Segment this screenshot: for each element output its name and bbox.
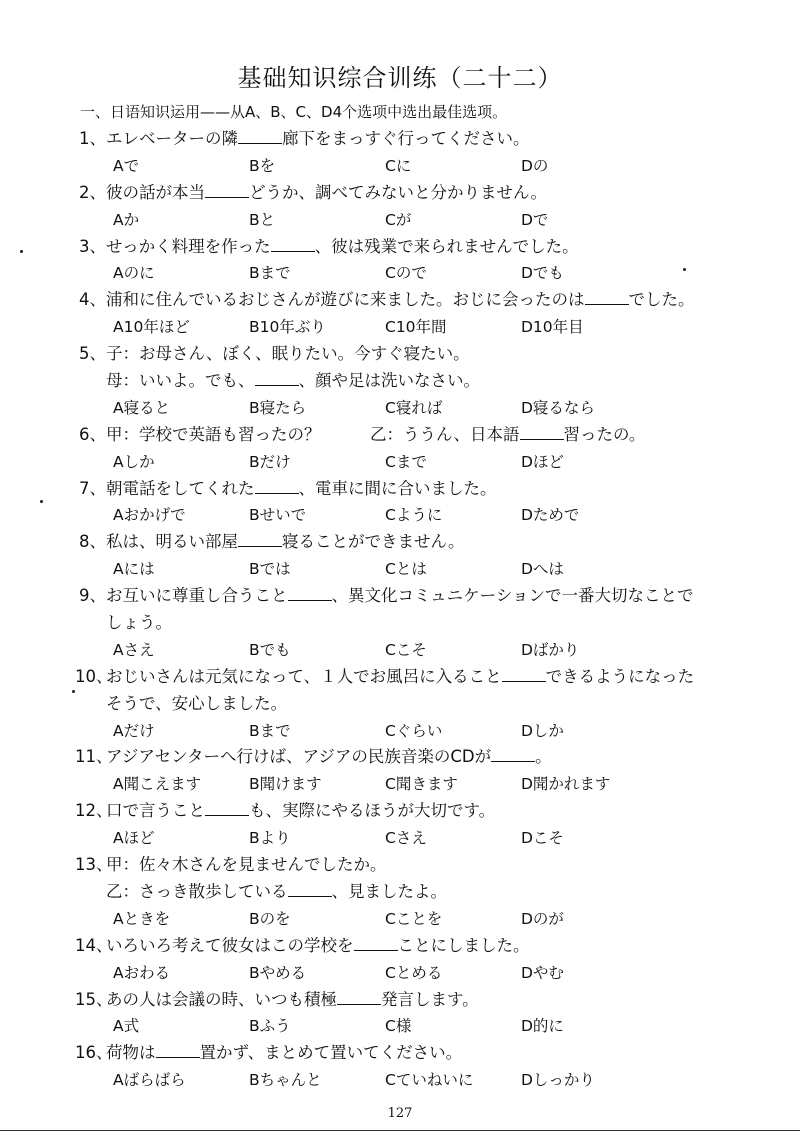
question-line (75, 664, 755, 691)
question-item (75, 422, 755, 476)
answer-option: A聞こえます (113, 775, 202, 794)
question-line (75, 1040, 755, 1067)
question-text: 荷物は (106, 1043, 156, 1063)
answer-option: Dの (521, 156, 549, 175)
question-item (75, 287, 755, 341)
question-line (75, 744, 755, 771)
question-line (75, 852, 755, 879)
answer-blank (156, 1042, 200, 1058)
question-item (75, 798, 755, 852)
question-item (75, 583, 755, 664)
answer-option: Bだけ (249, 452, 291, 471)
answer-blank (354, 935, 398, 951)
answer-blank (491, 746, 535, 762)
answer-option: Aおわる (113, 963, 171, 982)
question-item (75, 529, 755, 583)
question-line (75, 529, 755, 556)
question-number: 9、 (79, 586, 106, 606)
answer-option: Dで (521, 210, 549, 229)
question-text: エレベーターの隣 (106, 129, 238, 148)
answer-option: Dしっかり (521, 1071, 595, 1090)
question-text: 口で言うこと (106, 801, 205, 821)
question-text: 朝電話をしてくれた (106, 478, 255, 498)
question-text: でした。 (628, 290, 695, 310)
answer-option: Cので (385, 264, 427, 283)
page-number: 127 (387, 1106, 413, 1121)
answer-option: A式 (113, 1017, 140, 1036)
answer-option: D聞かれます (521, 775, 611, 794)
answer-option: D10年目 (521, 318, 584, 337)
question-text: 、彼は残業で来られませんでした。 (314, 236, 579, 256)
question-continuation (75, 610, 755, 637)
answer-option: Dでも (521, 264, 564, 283)
answer-blank (271, 236, 315, 252)
answer-option: Cことを (385, 909, 443, 928)
question-continuation (75, 691, 755, 718)
question-text: 子：お母さん、ぼく、眠りたい。今すぐ寝たい。 (106, 344, 470, 364)
answer-option: Bと (249, 210, 276, 229)
section-instruction: 一、日语知识运用——从A、B、C、D4个选项中选出最佳选项。 (80, 103, 508, 121)
question-text: できるようになった (545, 666, 695, 686)
question-number: 11、 (75, 747, 113, 767)
question-text: あの人は会議の時、いつも積極 (106, 989, 337, 1009)
question-text: そうで、安心しました。 (106, 693, 288, 713)
question-number: 12、 (75, 801, 113, 821)
answer-option: Cさえ (385, 829, 427, 848)
question-text: お互いに尊重し合うこと (106, 586, 288, 606)
option-row (75, 556, 755, 583)
question-text: も、実際にやるほうが大切です。 (249, 801, 496, 821)
question-line (75, 987, 755, 1014)
question-text: 、異文化コミュニケーションで一番大切なことで (331, 586, 694, 606)
answer-option: Dためで (521, 506, 580, 525)
answer-option: Aばらばら (113, 1071, 186, 1090)
answer-option: D寝るなら (521, 398, 595, 417)
answer-option: Bせいで (249, 506, 307, 525)
question-text: いろいろ考えて彼女はこの学校を (106, 935, 354, 955)
answer-option: B寝たら (249, 398, 307, 417)
answer-option: D的に (521, 1017, 564, 1036)
question-text: 廊下をまっすぐ行ってください。 (282, 129, 530, 148)
scan-speck (40, 500, 43, 503)
option-row (75, 207, 755, 234)
question-item (75, 933, 755, 987)
question-number: 3、 (79, 236, 106, 256)
option-row (75, 1067, 755, 1094)
answer-blank (520, 424, 564, 440)
question-line (75, 422, 755, 449)
scan-speck (683, 268, 686, 271)
option-row (75, 1013, 755, 1040)
scan-speck (72, 690, 75, 693)
question-text: 習ったの。 (563, 424, 646, 444)
answer-blank (337, 989, 381, 1005)
question-number: 13、 (75, 855, 113, 875)
answer-option: Bちゃんと (249, 1071, 322, 1090)
question-item (75, 234, 755, 288)
answer-option: Bを (249, 156, 276, 175)
answer-option: Dやむ (521, 963, 564, 982)
answer-blank (502, 666, 546, 682)
answer-option: Dこそ (521, 829, 564, 848)
answer-option: Dのが (521, 909, 564, 928)
question-line (75, 180, 755, 207)
answer-option: B10年ぶり (249, 318, 326, 337)
answer-blank (205, 800, 249, 816)
answer-blank (238, 128, 282, 144)
answer-option: Aか (113, 210, 140, 229)
option-row (75, 153, 755, 180)
question-item (75, 476, 755, 530)
answer-option: Aのに (113, 264, 155, 283)
question-continuation (75, 368, 755, 395)
answer-option: Dばかり (521, 640, 580, 659)
answer-option: Aには (113, 560, 155, 579)
answer-option: Cとは (385, 560, 427, 579)
question-line (75, 341, 755, 368)
question-number: 8、 (79, 532, 106, 552)
answer-blank (585, 289, 629, 305)
answer-option: B聞けます (249, 775, 322, 794)
answer-option: Cに (385, 156, 412, 175)
answer-option: Bでは (249, 560, 291, 579)
question-item (75, 126, 755, 180)
option-row (75, 314, 755, 341)
question-line (75, 234, 755, 261)
page-title: 基础知识综合训练（二十二） (237, 64, 563, 92)
question-text: 。 (535, 747, 552, 767)
question-item (75, 744, 755, 798)
option-row (75, 771, 755, 798)
answer-option: A10年ほど (113, 318, 190, 337)
answer-option: Cが (385, 210, 412, 229)
question-continuation (75, 879, 755, 906)
option-row (75, 825, 755, 852)
question-number: 2、 (79, 182, 106, 202)
option-row (75, 960, 755, 987)
option-row (75, 718, 755, 745)
question-text: 甲：佐々木さんを見ませんでしたか。 (106, 855, 387, 875)
question-text: 発言します。 (381, 989, 479, 1009)
answer-option: Cこそ (385, 640, 427, 659)
answer-option: C聞きます (385, 775, 458, 794)
question-number: 10、 (75, 666, 113, 686)
question-line (75, 798, 755, 825)
answer-option: Cとめる (385, 963, 443, 982)
question-text: 、電車に間に合いました。 (298, 478, 497, 498)
question-line (75, 287, 755, 314)
question-number: 15、 (75, 989, 113, 1009)
question-text: 、顔や足は洗いなさい。 (298, 371, 480, 391)
question-text: 置かず、まとめて置いてください。 (199, 1043, 463, 1063)
question-line (75, 583, 755, 610)
answer-option: Bまで (249, 721, 291, 740)
question-line (75, 476, 755, 503)
question-text: 私は、明るい部屋 (106, 532, 238, 552)
question-text: どうか、調べてみないと分かりません。 (249, 182, 547, 202)
answer-option: Bふう (249, 1017, 291, 1036)
scan-speck (20, 250, 23, 253)
option-row (75, 637, 755, 664)
answer-option: Bより (249, 829, 291, 848)
answer-option: Dへは (521, 560, 564, 579)
question-number: 14、 (75, 935, 113, 955)
question-number: 16、 (75, 1043, 113, 1063)
bottom-rule (0, 1130, 800, 1131)
answer-blank (255, 478, 299, 494)
answer-option: Aときを (113, 909, 171, 928)
answer-option: Aおかげで (113, 506, 186, 525)
answer-option: Dほど (521, 452, 564, 471)
question-item (75, 664, 755, 745)
answer-blank (288, 881, 332, 897)
question-number: 6、 (79, 424, 106, 444)
answer-blank (255, 370, 299, 386)
question-line (75, 126, 755, 153)
question-text: アジアセンターへ行けば、アジアの民族音楽のCDが (106, 747, 492, 767)
answer-option: Bやめる (249, 963, 307, 982)
answer-option: Aだけ (113, 721, 155, 740)
question-number: 1、 (79, 129, 106, 148)
question-text: おじいさんは元気になって、１人でお風呂に入ること (106, 666, 502, 686)
question-text: しょう。 (106, 613, 172, 633)
question-item (75, 987, 755, 1041)
question-item (75, 341, 755, 422)
question-text: 、見ましたよ。 (331, 881, 447, 901)
option-row (75, 502, 755, 529)
answer-option: C寝れば (385, 398, 443, 417)
answer-option: Cまで (385, 452, 427, 471)
question-text: 乙：さっき散歩している (106, 881, 288, 901)
answer-option: C様 (385, 1017, 412, 1036)
answer-option: Aしか (113, 452, 155, 471)
question-number: 7、 (79, 478, 106, 498)
question-text: 甲：学校で英語も習ったの？ 乙：ううん、日本語 (106, 424, 520, 444)
answer-option: Aほど (113, 829, 155, 848)
answer-blank (238, 531, 282, 547)
answer-option: Bまで (249, 264, 291, 283)
answer-option: Bのを (249, 909, 291, 928)
answer-option: Dしか (521, 721, 564, 740)
option-row (75, 260, 755, 287)
answer-option: Cように (385, 506, 443, 525)
question-number: 4、 (79, 290, 106, 310)
question-text: せっかく料理を作った (106, 236, 271, 256)
question-text: ことにしました。 (397, 935, 530, 955)
option-row (75, 449, 755, 476)
answer-option: Cていねいに (385, 1071, 474, 1090)
answer-blank (288, 585, 332, 601)
question-item (75, 180, 755, 234)
option-row (75, 906, 755, 933)
answer-option: C10年間 (385, 318, 447, 337)
answer-option: A寝ると (113, 398, 171, 417)
answer-option: Bでも (249, 640, 291, 659)
question-item (75, 1040, 755, 1094)
question-item (75, 852, 755, 933)
answer-option: Cぐらい (385, 721, 443, 740)
question-number: 5、 (79, 344, 106, 364)
question-list (75, 126, 755, 1094)
question-text: 彼の話が本当 (106, 182, 205, 202)
option-row (75, 395, 755, 422)
answer-blank (205, 182, 249, 198)
question-text: 浦和に住んでいるおじさんが遊びに来ました。おじに会ったのは (106, 290, 585, 310)
question-text: 寝ることができません。 (282, 532, 465, 552)
question-line (75, 933, 755, 960)
answer-option: Aさえ (113, 640, 155, 659)
question-text: 母：いいよ。でも、 (106, 371, 255, 391)
answer-option: Aで (113, 156, 140, 175)
